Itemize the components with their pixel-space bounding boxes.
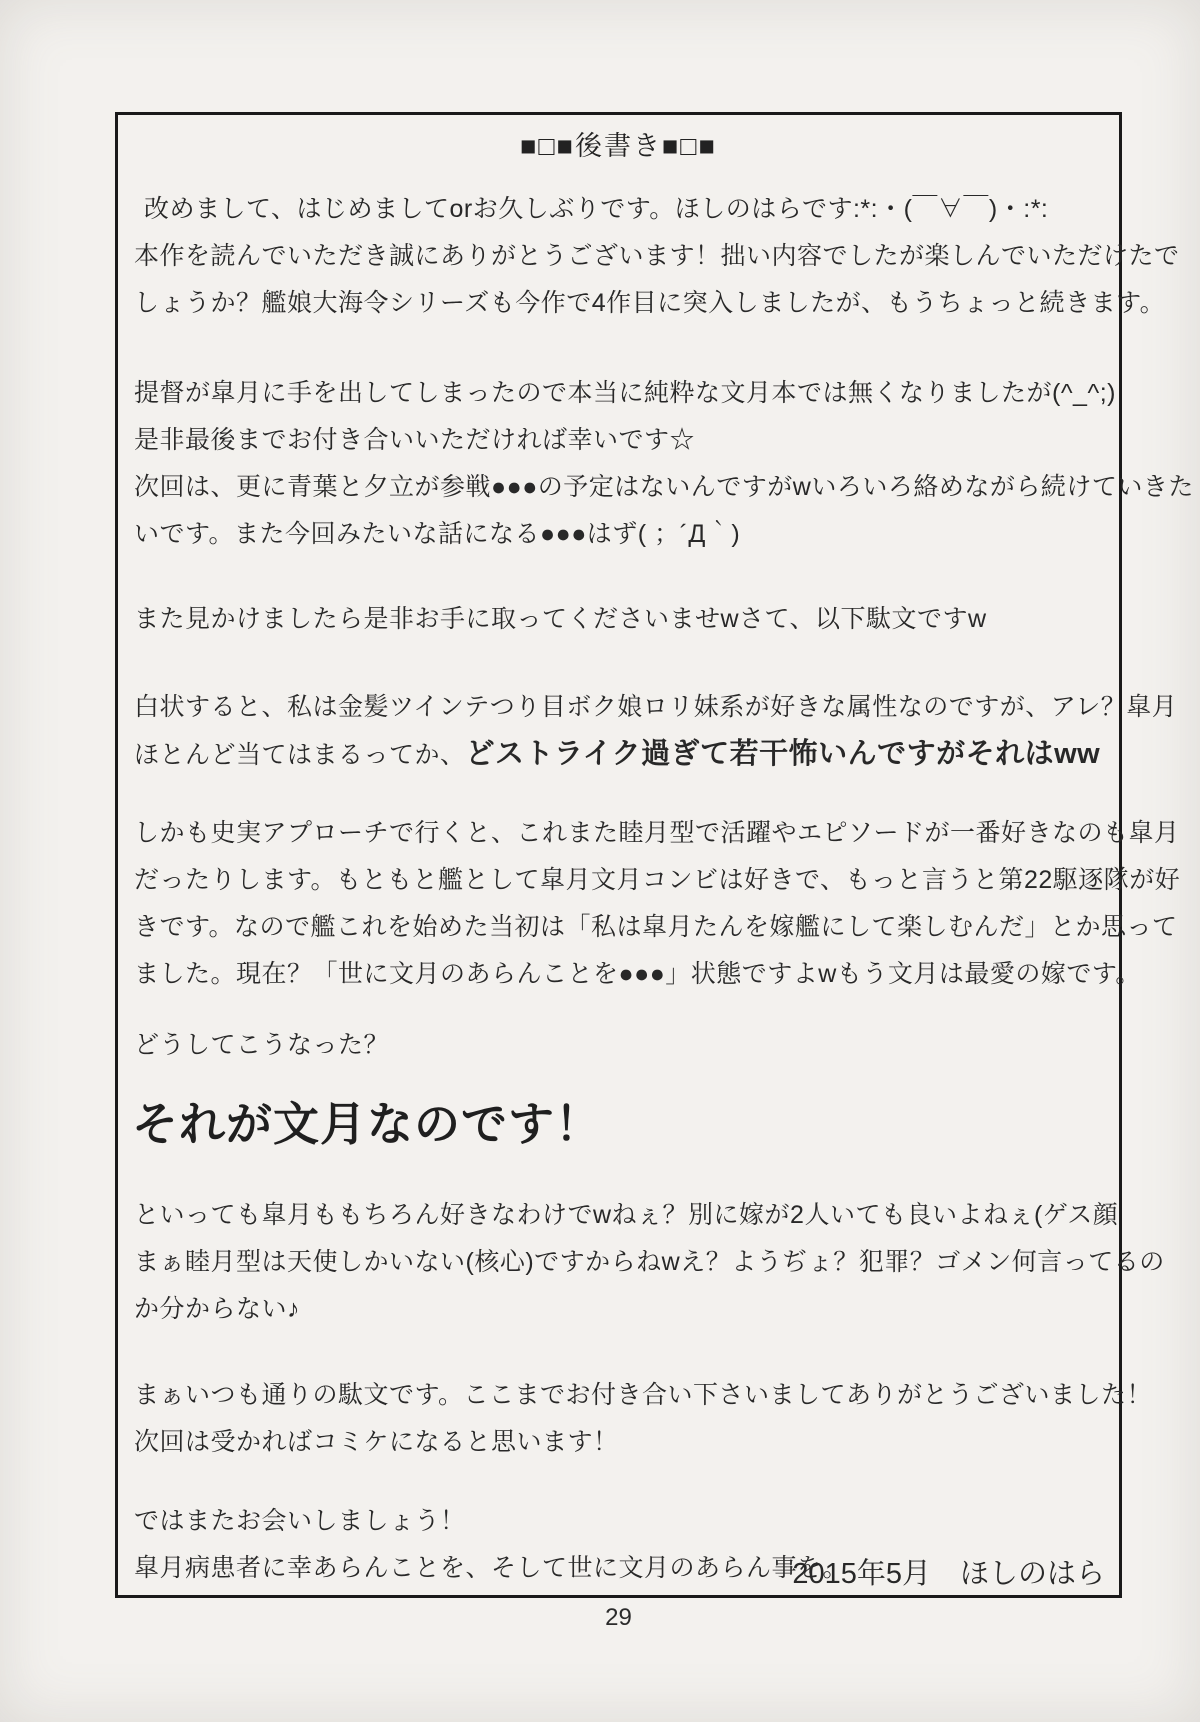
- text-segment-emphasis: どストライク過ぎて若干怖いんですがそれはww: [465, 738, 1101, 770]
- paragraph-closing-thanks: [118, 1372, 1153, 1466]
- text-line: [134, 731, 1113, 779]
- text-line: か分からない♪: [134, 1295, 301, 1323]
- text-line: といっても皐月ももちろん好きなわけでwねぇ？別に嫁が2人いても良いよねぇ(ゲス顔: [134, 1201, 1119, 1229]
- paragraph-confession: [118, 684, 1178, 779]
- text-line: しかも史実アプローチで行くと、これまた睦月型で活躍やエピソードが一番好きなのも皐月: [134, 819, 1180, 847]
- paragraph-history: [118, 810, 1181, 998]
- afterword-border-box: [115, 112, 1194, 1598]
- afterword-title: ■□■後書き■□■: [520, 131, 717, 161]
- text-line: だったりします。もともと艦として皐月文月コンビは好きで、もっと言うと第22駆逐隊が好: [134, 866, 1181, 894]
- paragraph-question: [118, 1022, 1119, 1069]
- text-line: 本作を読んでいただき誠にありがとうございます！拙い内容でしたが楽しんでいただけたで: [134, 242, 1180, 270]
- paragraph-thanks: [118, 596, 1119, 643]
- text-line: 次回は、更に青葉と夕立が参戦●●●の予定はないんですがwいろいろ絡めながら続けていきた: [134, 473, 1194, 501]
- paragraph-angels: [118, 1192, 1165, 1333]
- paragraph-greeting: [118, 186, 1180, 327]
- big-heading: それが文月なのです！: [132, 1098, 602, 1150]
- paragraph-series-notes: [118, 370, 1194, 558]
- signature-dateline: 2015年5月 ほしのはら: [792, 1558, 1105, 1590]
- text-line: ました。現在？「世に文月のあらんことを●●●」状態ですよwもう文月は最愛の嫁です。: [134, 960, 1141, 988]
- text-line: しょうか？艦娘大海令シリーズも今作で4作目に突入しましたが、もうちょっと続きます。: [134, 289, 1166, 317]
- page-number: 29: [605, 1604, 632, 1631]
- text-line: まぁいつも通りの駄文です。ここまでお付き合い下さいましてありがとうございました！: [134, 1381, 1153, 1409]
- text-line: いです。また今回みたいな話になる●●●はず( ；´Д｀): [134, 520, 741, 548]
- text-line: きです。なので艦これを始めた当初は「私は皐月たんを嫁艦にして楽しむんだ」とか思って: [134, 913, 1178, 941]
- text-line: まぁ睦月型は天使しかいない(核心)ですからねwえ？ようぢょ？犯罪？ゴメン何言ってるの: [134, 1248, 1165, 1276]
- text-line: どうしてこうなった？: [134, 1031, 390, 1059]
- text-line: 皐月病患者に幸あらんことを、そして世に文月のあらん事を。: [134, 1554, 849, 1582]
- text-line: 改めまして、はじめましてorお久しぶりです。ほしのはらです:*:・(￣∀￣)・:*:: [144, 195, 1049, 223]
- text-line: 提督が皐月に手を出してしまったので本当に純粋な文月本では無くなりましたが(^_^;): [134, 379, 1116, 407]
- text-line: ではまたお会いしましょう！: [134, 1507, 466, 1535]
- text-line: また見かけましたら是非お手に取ってくださいませwさて、以下駄文ですw: [134, 605, 987, 633]
- text-line: 是非最後までお付き合いいただければ幸いです☆: [134, 426, 696, 454]
- text-segment-normal: ほとんど当てはまるってか、: [134, 741, 466, 769]
- text-line: 次回は受かればコミケになると思います！: [134, 1428, 619, 1456]
- text-line: 白状すると、私は金髪ツインテつり目ボク娘ロリ妹系が好きな属性なのですが、アレ？皐月: [134, 693, 1178, 721]
